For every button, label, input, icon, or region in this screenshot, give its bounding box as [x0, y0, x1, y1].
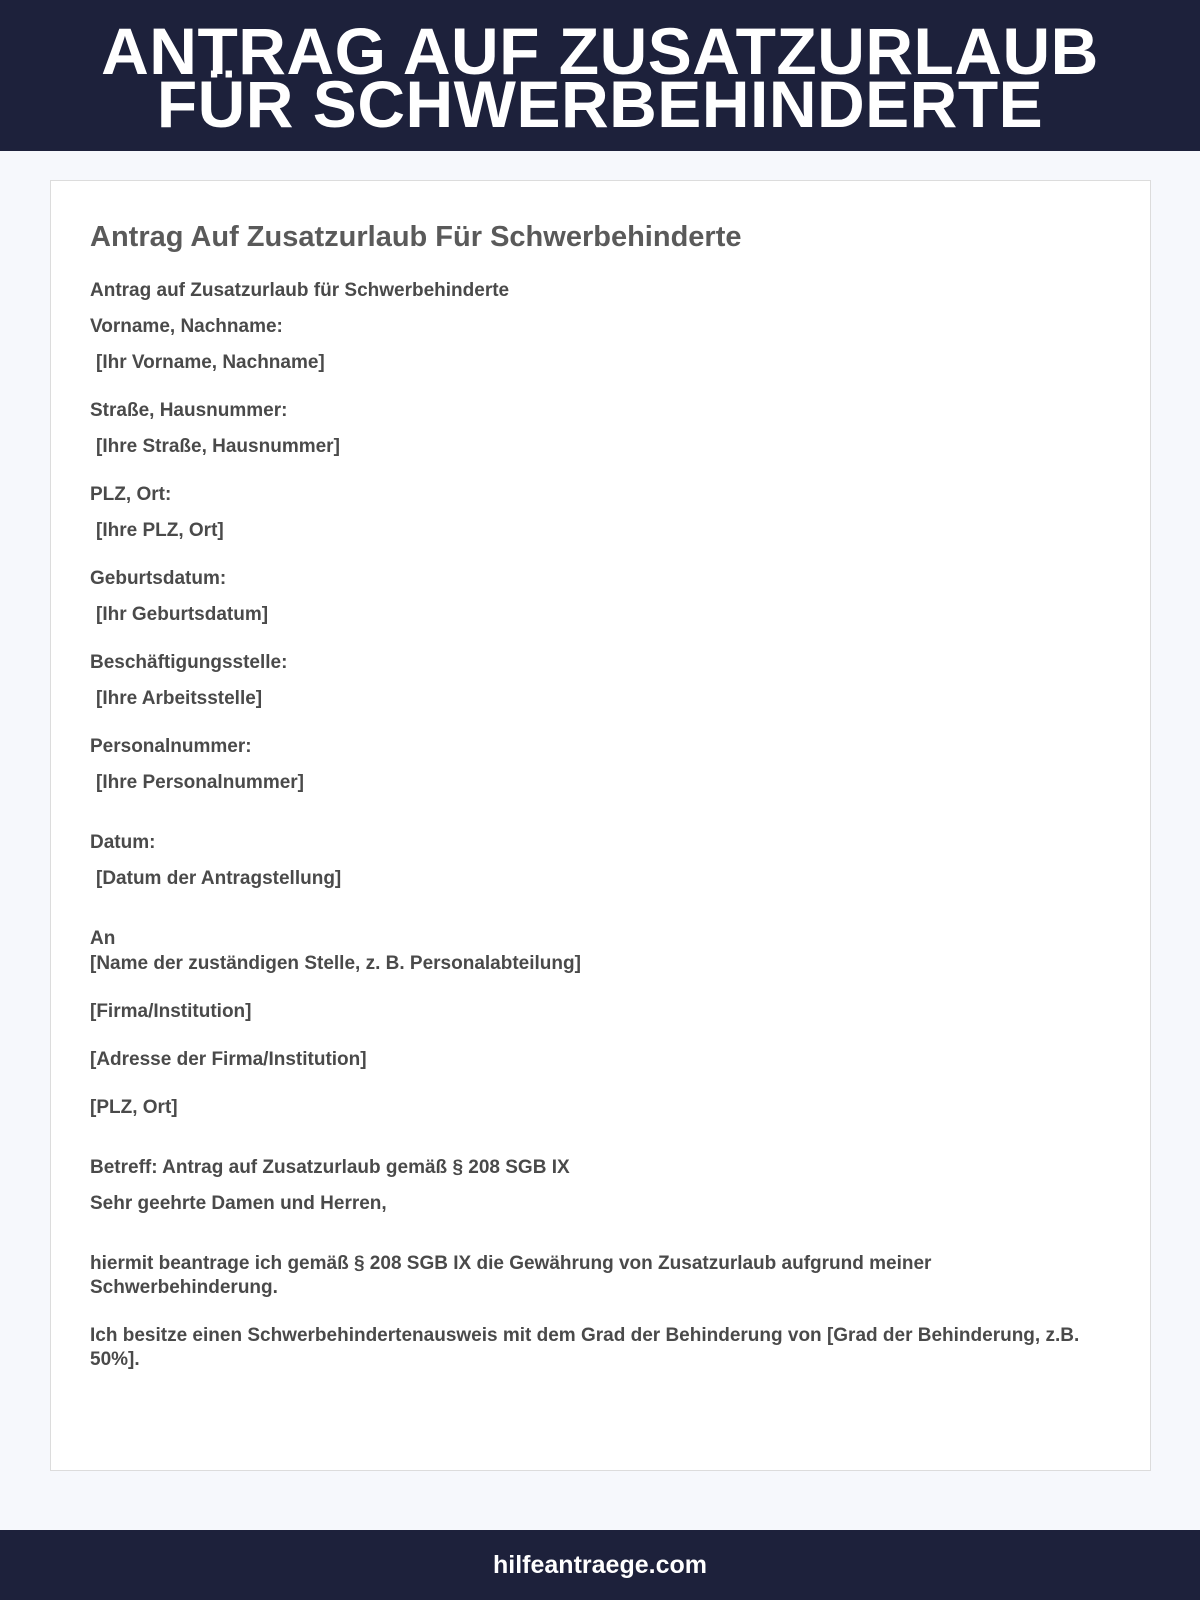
page-header: [0, 0, 1200, 151]
recipient-company: [Firma/Institution]: [90, 1001, 252, 1022]
letter-salutation: Sehr geehrte Damen und Herren,: [90, 1193, 387, 1214]
field-label-street: Straße, Hausnummer:: [90, 400, 288, 421]
header-title-line-1: ANTRAG AUF ZUSATZURLAUB: [101, 13, 1099, 88]
field-label-employer: Beschäftigungsstelle:: [90, 652, 288, 673]
letter-paragraph-2: Ich besitze einen Schwerbehindertenausweis mit dem Grad der Behinderung von [Grad der Behinderung, z.B. 50%].: [90, 1325, 1085, 1370]
field-value-birthdate: [Ihr Geburtsdatum]: [96, 604, 269, 625]
page-footer: [0, 1530, 1200, 1600]
recipient-city: [PLZ, Ort]: [90, 1097, 178, 1118]
field-value-personnel-number: [Ihre Personalnummer]: [96, 772, 304, 793]
document-card: [50, 180, 1151, 1471]
recipient-to: An: [90, 928, 116, 949]
recipient-name: [Name der zuständigen Stelle, z. B. Personalabteilung]: [90, 953, 581, 974]
field-value-employer: [Ihre Arbeitsstelle]: [96, 688, 263, 709]
field-value-name: [Ihr Vorname, Nachname]: [96, 352, 325, 373]
field-value-date: [Datum der Antragstellung]: [96, 868, 342, 889]
footer-site-name: hilfeantraege.com: [493, 1550, 707, 1579]
field-label-city: PLZ, Ort:: [90, 484, 172, 505]
letter-subject: Betreff: Antrag auf Zusatzurlaub gemäß § 208 SGB IX: [90, 1157, 570, 1178]
recipient-address: [Adresse der Firma/Institution]: [90, 1049, 367, 1070]
field-label-name: Vorname, Nachname:: [90, 316, 283, 337]
field-value-street: [Ihre Straße, Hausnummer]: [96, 436, 340, 457]
field-label-personnel-number: Personalnummer:: [90, 736, 252, 757]
header-title-line-2: FÜR SCHWERBEHINDERTE: [156, 66, 1044, 141]
letter-paragraph-1: hiermit beantrage ich gemäß § 208 SGB IX die Gewährung von Zusatzurlaub aufgrund meiner Schwerbehinderung.: [90, 1253, 937, 1298]
document-subtitle: Antrag auf Zusatzurlaub für Schwerbehinderte: [90, 280, 510, 301]
field-value-city: [Ihre PLZ, Ort]: [96, 520, 224, 541]
field-label-date: Datum:: [90, 832, 156, 853]
field-label-birthdate: Geburtsdatum:: [90, 568, 227, 589]
document-title: Antrag Auf Zusatzurlaub Für Schwerbehinderte: [90, 221, 742, 253]
